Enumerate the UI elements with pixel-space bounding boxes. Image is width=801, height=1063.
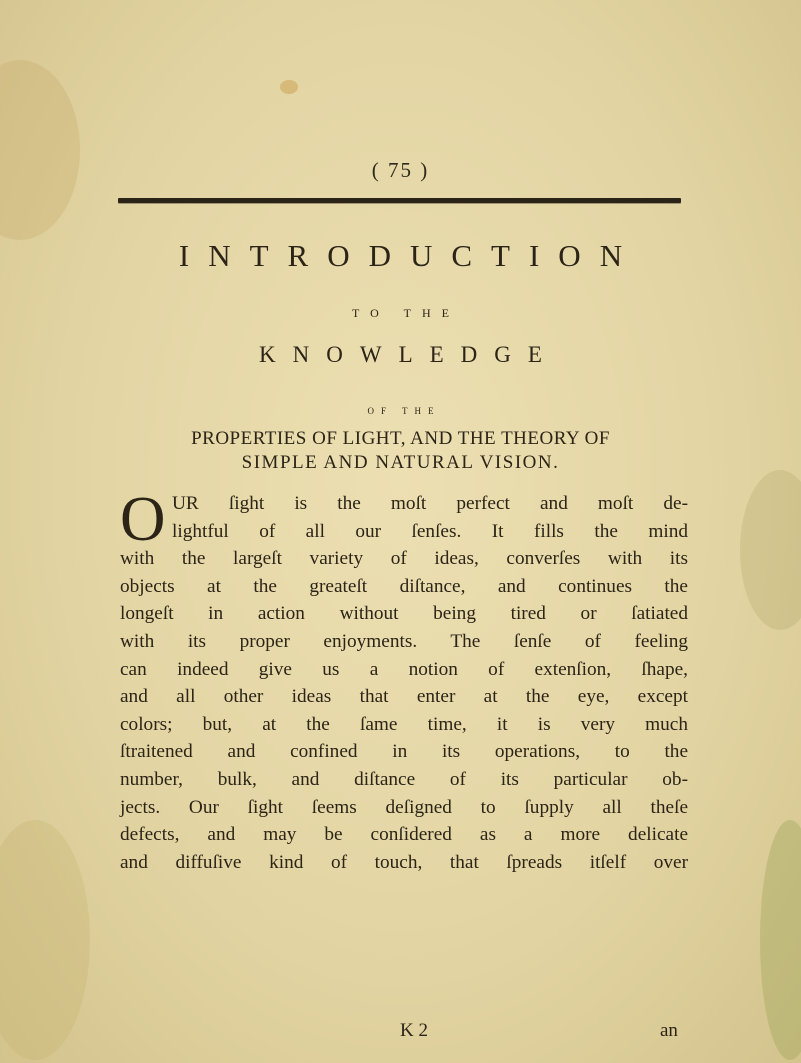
- text-line: ſtraitened and confined in its operations, to the: [120, 741, 688, 763]
- title-introduction: INTRODUCTION: [178, 238, 642, 273]
- text-line: and diffuſive kind of touch, that ſpreads itſelf over: [120, 851, 688, 873]
- title-to-the: TO THE: [352, 306, 460, 320]
- text-line: defects, and may be conſidered as a more delicate: [120, 824, 688, 846]
- page-number: ( 75 ): [371, 158, 430, 182]
- catchword: an: [660, 1020, 678, 1041]
- drop-cap: O: [120, 484, 166, 554]
- text-line: number, bulk, and diſtance of its particular ob-: [120, 768, 688, 790]
- title-subtitle-line-2: SIMPLE AND NATURAL VISION.: [241, 452, 560, 473]
- title-of-the: OF THE: [367, 406, 441, 416]
- text-line: UR ſight is the moſt perfect and moſt de-: [172, 493, 688, 514]
- title-subtitle-line-1: PROPERTIES OF LIGHT, AND THE THEORY OF: [191, 428, 610, 449]
- paper-stain: [0, 820, 90, 1060]
- text-line: lightful of all our ſenſes. It fills the mind: [172, 520, 688, 542]
- paper-stain: [760, 820, 801, 1060]
- body-paragraph: [120, 484, 688, 876]
- title-knowledge: KNOWLEDGE: [259, 342, 559, 367]
- text-line: objects at the greateſt diſtance, and continues the: [120, 575, 688, 597]
- paper-stain: [740, 470, 801, 630]
- text-line: can indeed give us a notion of extenſion, ſhape,: [120, 658, 688, 680]
- text-line: jects. Our ſight ſeems deſigned to ſupply all theſe: [120, 796, 688, 818]
- text-line: with the largeſt variety of ideas, converſes with its: [120, 548, 688, 570]
- text-line: and all other ideas that enter at the eye, except: [120, 686, 688, 708]
- header-rule: [118, 198, 681, 203]
- paper-stain: [280, 80, 298, 94]
- signature-mark: K 2: [400, 1020, 428, 1041]
- text-line: longeſt in action without being tired or ſatiated: [120, 603, 688, 625]
- text-line: colors; but, at the ſame time, it is very much: [120, 713, 688, 735]
- text-line: with its proper enjoyments. The ſenſe of feeling: [120, 630, 688, 652]
- paper-stain: [0, 60, 80, 240]
